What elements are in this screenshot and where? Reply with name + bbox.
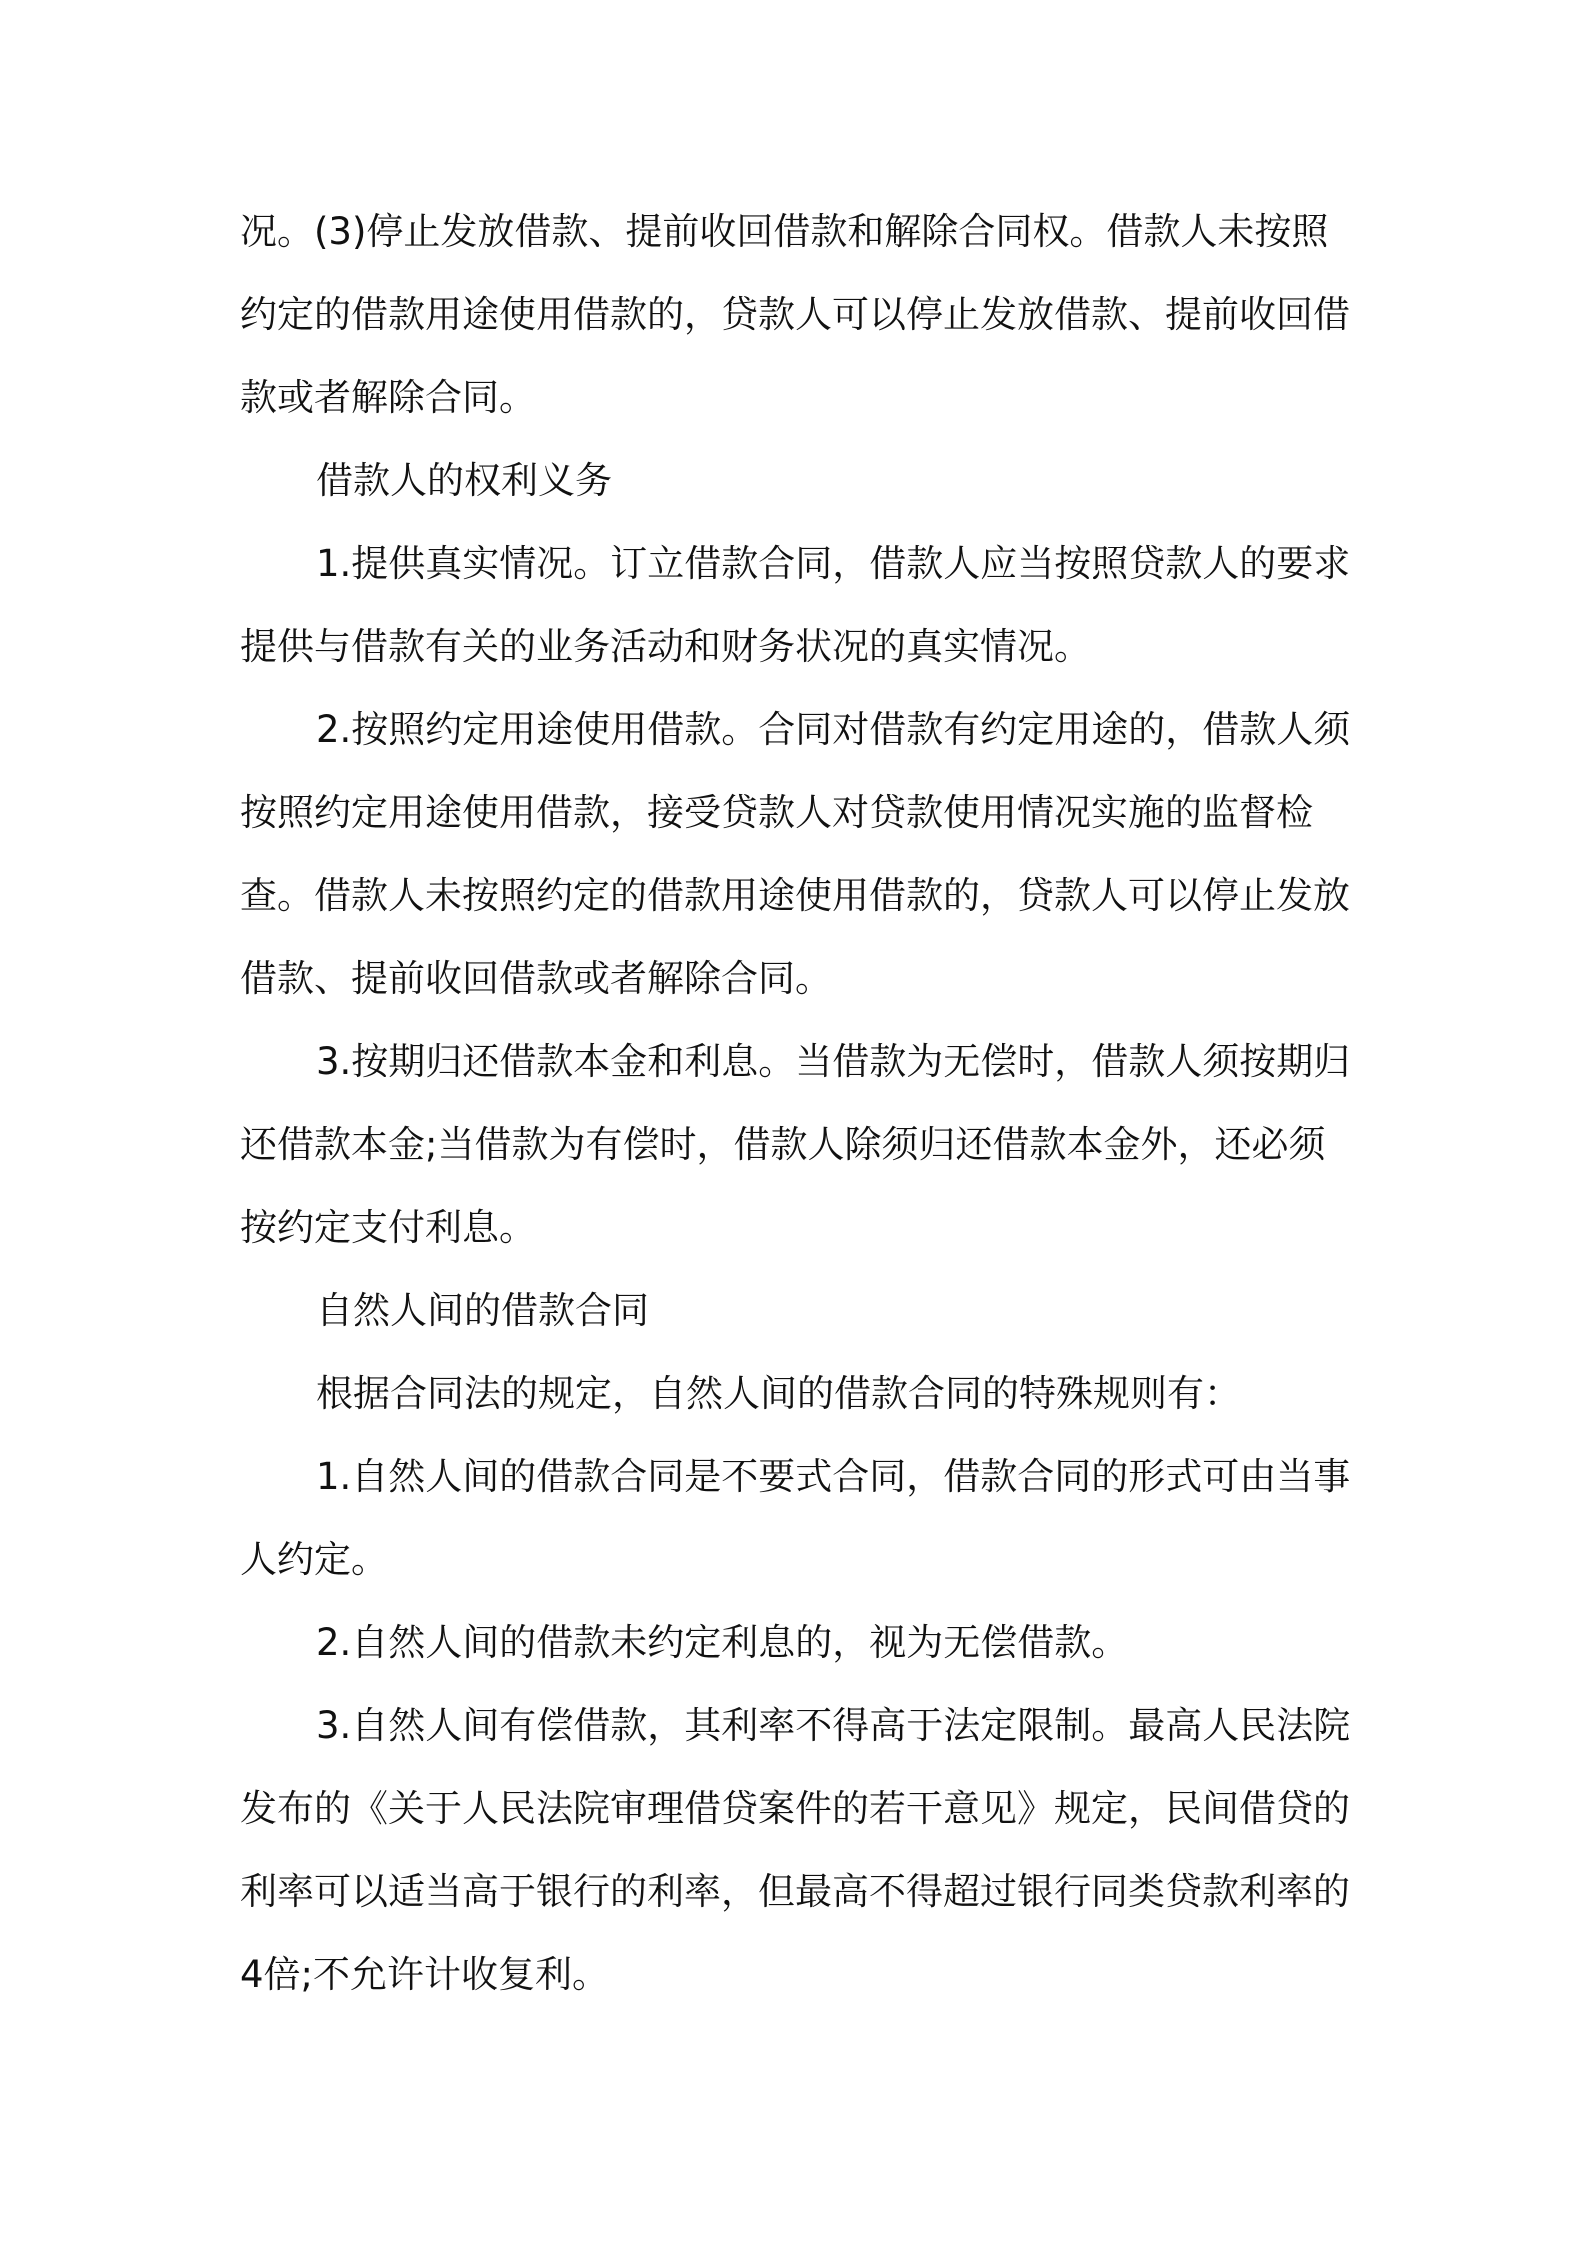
paragraph-rule-3: 3.自然人间有偿借款，其利率不得高于法定限制。最高人民法院发布的《关于人民法院审理借贷案件的若干意见》规定，民间借贷的利率可以适当高于银行的利率，但最高不得超过银行同类贷款利率的4倍;不允许计收复利。 bbox=[240, 1704, 1351, 1996]
document-body bbox=[240, 190, 1360, 2016]
paragraph-item-1: 1.提供真实情况。订立借款合同，借款人应当按照贷款人的要求提供与借款有关的业务活动和财务状况的真实情况。 bbox=[240, 542, 1351, 668]
paragraph-intro: 根据合同法的规定，自然人间的借款合同的特殊规则有： bbox=[316, 1372, 1241, 1415]
paragraph-rule-2: 2.自然人间的借款未约定利息的，视为无偿借款。 bbox=[316, 1621, 1129, 1664]
paragraph-item-3: 3.按期归还借款本金和利息。当借款为无偿时，借款人须按期归还借款本金;当借款为有偿时，借款人除须归还借款本金外，还必须按约定支付利息。 bbox=[240, 1040, 1351, 1249]
paragraph-item-2: 2.按照约定用途使用借款。合同对借款有约定用途的，借款人须按照约定用途使用借款，接受贷款人对贷款使用情况实施的监督检查。借款人未按照约定的借款用途使用借款的，贷款人可以停止发放借款、提前收回借款或者解除合同。 bbox=[240, 708, 1351, 1000]
paragraph-continuation: 况。(3)停止发放借款、提前收回借款和解除合同权。借款人未按照约定的借款用途使用借款的，贷款人可以停止发放借款、提前收回借款或者解除合同。 bbox=[240, 210, 1350, 419]
section-heading-borrower-rights: 借款人的权利义务 bbox=[316, 459, 612, 502]
paragraph-rule-1: 1.自然人间的借款合同是不要式合同，借款合同的形式可由当事人约定。 bbox=[240, 1455, 1351, 1581]
section-heading-natural-person: 自然人间的借款合同 bbox=[316, 1289, 649, 1332]
